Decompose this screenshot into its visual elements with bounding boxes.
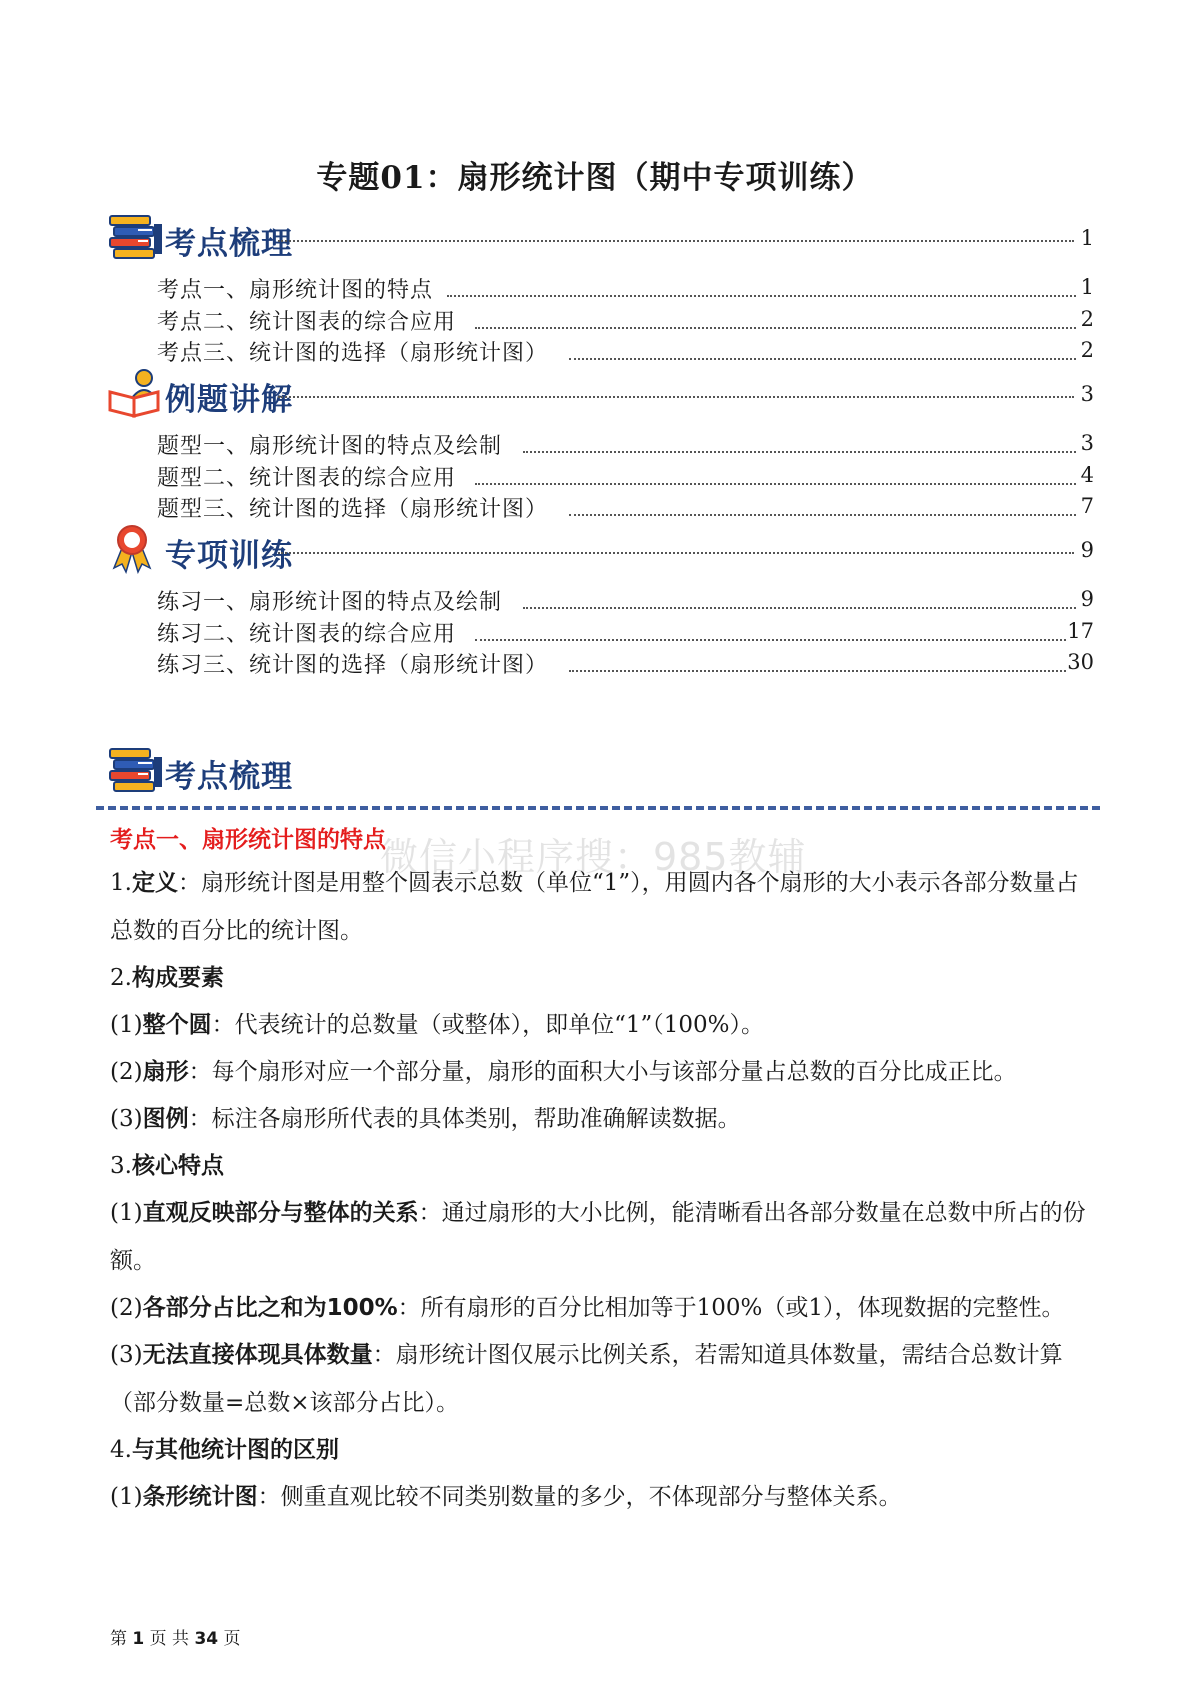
toc-item-label: 练习三、统计图的选择（扇形统计图）	[157, 653, 549, 678]
toc-item[interactable]	[157, 648, 1094, 680]
toc-item-label: 练习二、统计图表的综合应用	[157, 622, 457, 647]
toc-leader-dots	[447, 295, 1076, 297]
toc-item-label: 题型二、统计图表的综合应用	[157, 466, 457, 491]
paragraph-item: (1)直观反映部分与整体的关系：通过扇形的大小比例，能清晰看出各部分数量在总数中所占的份额。	[110, 1200, 1086, 1274]
dashed-divider	[96, 806, 1100, 810]
paragraph-item: (3)无法直接体现具体数量：扇形统计图仅展示比例关系，若需知道具体数量，需结合总数计算（部分数量=总数×该部分占比）。	[110, 1342, 1063, 1416]
toc-section-liti[interactable]	[108, 368, 1094, 418]
toc-item[interactable]	[157, 305, 1094, 337]
toc-leader-dots	[475, 327, 1076, 329]
paragraph-definition: 1.定义：扇形统计图是用整个圆表示总数（单位“1”），用圆内各个扇形的大小表示各部分数量占总数的百分比的统计图。	[110, 870, 1079, 944]
toc-page-number: 2	[1080, 307, 1094, 331]
toc-leader-dots	[475, 639, 1066, 641]
paragraph-item: (2)扇形：每个扇形对应一个部分量，扇形的面积大小与该部分量占总数的百分比成正比。	[110, 1059, 1017, 1085]
toc-leader-dots	[475, 483, 1076, 485]
toc-leader-dots	[278, 240, 1074, 242]
award-medal-icon	[108, 524, 164, 574]
toc-page-number: 1	[1080, 275, 1094, 299]
section-header-label: 考点梳理	[165, 759, 293, 795]
toc-page-number: 3	[1080, 382, 1094, 406]
paragraph-item: (2)各部分占比之和为100%：所有扇形的百分比相加等于100%（或1），体现数据的完整性。	[110, 1295, 1065, 1321]
toc-item[interactable]	[157, 585, 1094, 617]
toc-item[interactable]	[157, 336, 1094, 368]
toc-leader-dots	[278, 396, 1074, 398]
toc-leader-dots	[569, 670, 1066, 672]
toc-section-label: 例题讲解	[165, 382, 293, 418]
toc-page-number: 9	[1080, 587, 1094, 611]
toc-item-label: 题型一、扇形统计图的特点及绘制	[157, 434, 503, 459]
books-icon	[108, 212, 164, 262]
paragraph-heading: 2.构成要素	[110, 965, 224, 991]
watermark: 微信小程序搜：985教辅	[380, 835, 807, 879]
toc-item[interactable]	[157, 273, 1094, 305]
toc-section-zhuanxiang[interactable]	[108, 524, 1094, 574]
toc-page-number: 3	[1080, 431, 1094, 455]
toc-page-number: 2	[1080, 338, 1094, 362]
kaodian-title: 考点一、扇形统计图的特点	[110, 827, 386, 853]
toc-item[interactable]	[157, 461, 1094, 493]
toc-page-number: 9	[1080, 538, 1094, 562]
toc-page-number: 17	[1067, 619, 1094, 643]
toc-leader-dots	[523, 607, 1076, 609]
toc-leader-dots	[278, 552, 1074, 554]
toc-page-number: 4	[1080, 463, 1094, 487]
paragraph-heading: 3.核心特点	[110, 1153, 224, 1179]
toc-page-number: 7	[1080, 494, 1094, 518]
toc-item-label: 考点二、统计图表的综合应用	[157, 310, 457, 335]
document-title: 专题01：扇形统计图（期中专项训练）	[316, 160, 874, 196]
reader-icon	[108, 368, 164, 418]
toc-item-label: 练习一、扇形统计图的特点及绘制	[157, 590, 503, 615]
toc-item[interactable]	[157, 429, 1094, 461]
toc-item-label: 题型三、统计图的选择（扇形统计图）	[157, 497, 549, 522]
section-header	[108, 745, 508, 797]
paragraph-item: (1)条形统计图：侧重直观比较不同类别数量的多少，不体现部分与整体关系。	[110, 1484, 902, 1510]
page-footer: 第 1 页 共 34 页	[110, 1629, 241, 1649]
toc-section-kaodian[interactable]	[108, 212, 1094, 262]
paragraph-item: (3)图例：标注各扇形所代表的具体类别，帮助准确解读数据。	[110, 1106, 741, 1132]
toc-item[interactable]	[157, 492, 1094, 524]
paragraph-item: (1)整个圆：代表统计的总数量（或整体），即单位“1”（100%）。	[110, 1012, 764, 1038]
toc-item[interactable]	[157, 617, 1094, 649]
paragraph-heading: 4.与其他统计图的区别	[110, 1437, 339, 1463]
toc-page-number: 1	[1080, 226, 1094, 250]
toc-section-label: 考点梳理	[165, 226, 293, 262]
toc-leader-dots	[569, 358, 1076, 360]
toc-page-number: 30	[1067, 650, 1094, 674]
toc-leader-dots	[523, 451, 1076, 453]
books-icon	[108, 745, 164, 795]
toc-leader-dots	[569, 514, 1076, 516]
toc-item-label: 考点一、扇形统计图的特点	[157, 278, 434, 303]
toc-item-label: 考点三、统计图的选择（扇形统计图）	[157, 341, 549, 366]
toc-section-label: 专项训练	[165, 538, 293, 574]
